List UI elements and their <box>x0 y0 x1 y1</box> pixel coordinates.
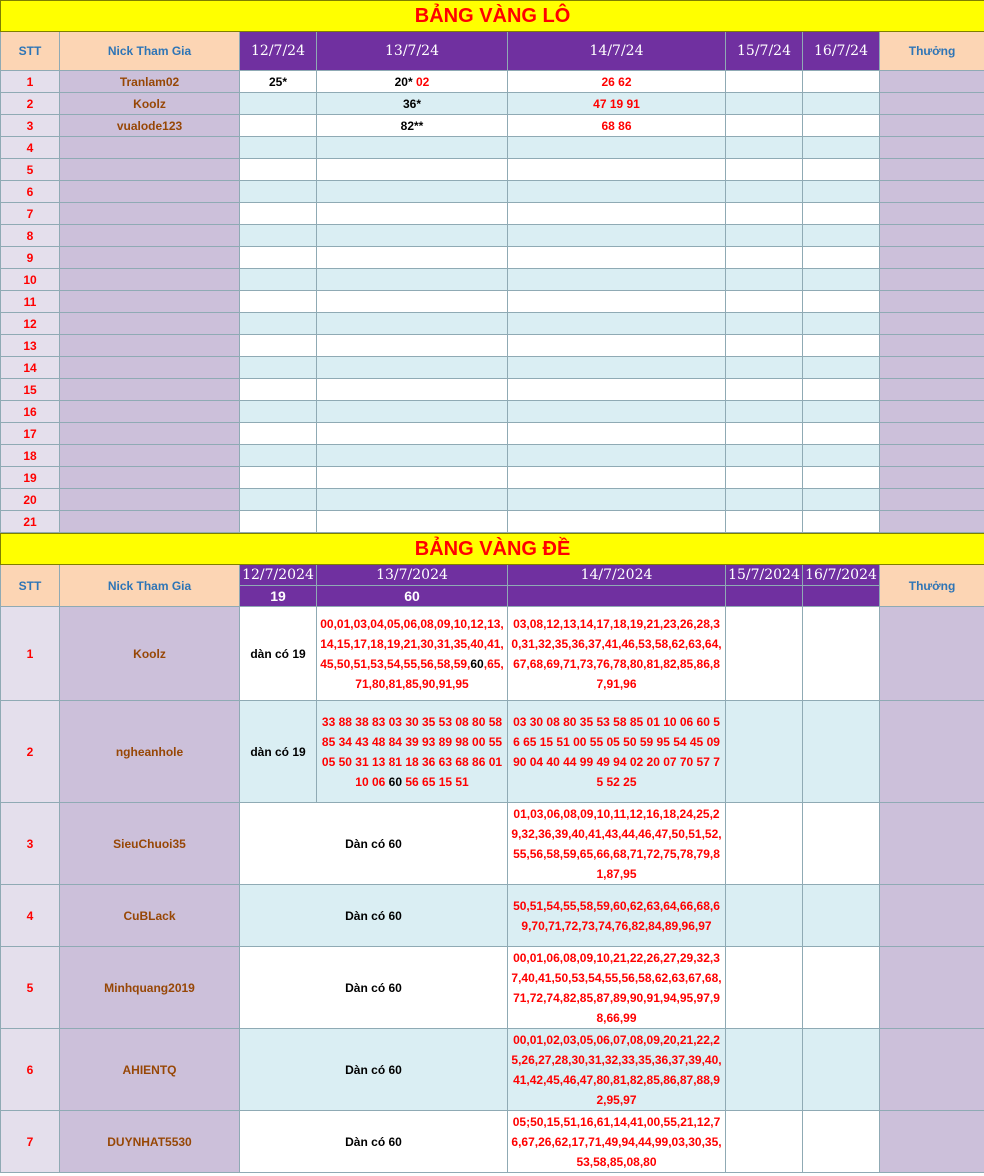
de-result-5 <box>803 586 880 607</box>
row-date-3 <box>508 379 726 401</box>
row-date-4 <box>726 115 803 137</box>
row-stt: 2 <box>1 701 60 803</box>
row-date-5 <box>803 159 880 181</box>
de-header-date-2: 13/7/2024 <box>317 565 508 586</box>
de-header-prize: Thưởng <box>880 565 984 607</box>
lo-title: BẢNG VÀNG LÔ <box>1 1 984 32</box>
row-prize <box>880 269 984 291</box>
row-date-2 <box>317 379 508 401</box>
row-nick <box>60 137 240 159</box>
row-date-1 <box>240 489 317 511</box>
row-stt: 3 <box>1 803 60 885</box>
row-prize <box>880 511 984 533</box>
table-row <box>1 313 984 335</box>
row-date-3: 03 30 08 80 35 53 58 85 01 10 06 60 56 65 15 51 00 55 05 50 59 95 54 45 09 90 04 40 44 99 49 94 02 20 07 70 57 75 52 25 <box>508 701 726 803</box>
row-date-2-post: ,65,71,80,81,85,90,91,95 <box>355 656 504 691</box>
table-row <box>1 181 984 203</box>
table-row <box>1 511 984 533</box>
row-nick: Minhquang2019 <box>60 947 240 1029</box>
row-stt: 6 <box>1 181 60 203</box>
row-prize <box>880 313 984 335</box>
row-date-1 <box>240 445 317 467</box>
row-stt: 7 <box>1 1111 60 1173</box>
row-stt: 20 <box>1 489 60 511</box>
table-row <box>1 115 984 137</box>
row-date-5 <box>803 803 880 885</box>
row-prize <box>880 467 984 489</box>
row-stt: 13 <box>1 335 60 357</box>
row-stt: 9 <box>1 247 60 269</box>
row-date-1 <box>240 291 317 313</box>
row-date-5 <box>803 225 880 247</box>
row-date-3 <box>508 313 726 335</box>
de-table <box>0 533 984 1173</box>
row-date-3: 68 86 <box>508 115 726 137</box>
row-date-4 <box>726 401 803 423</box>
row-date-1-2-merged: Dàn có 60 <box>240 1111 508 1173</box>
row-stt: 1 <box>1 607 60 701</box>
row-prize <box>880 159 984 181</box>
row-nick <box>60 269 240 291</box>
de-header-date-1: 12/7/2024 <box>240 565 317 586</box>
row-date-3 <box>508 423 726 445</box>
table-row <box>1 947 984 1029</box>
row-stt: 5 <box>1 947 60 1029</box>
row-nick <box>60 313 240 335</box>
row-nick: Koolz <box>60 93 240 115</box>
table-row <box>1 467 984 489</box>
row-date-1 <box>240 181 317 203</box>
row-date-4 <box>726 379 803 401</box>
row-stt: 4 <box>1 885 60 947</box>
row-nick <box>60 291 240 313</box>
row-date-4 <box>726 885 803 947</box>
row-date-3 <box>508 445 726 467</box>
de-header-stt: STT <box>1 565 60 607</box>
row-date-3 <box>508 335 726 357</box>
table-row <box>1 225 984 247</box>
row-date-4 <box>726 701 803 803</box>
row-date-2-hit: 60 <box>470 656 484 671</box>
row-date-4 <box>726 947 803 1029</box>
row-date-3: 50,51,54,55,58,59,60,62,63,64,66,68,69,70,71,72,73,74,76,82,84,89,96,97 <box>508 885 726 947</box>
row-nick <box>60 225 240 247</box>
row-date-5 <box>803 1111 880 1173</box>
row-date-5 <box>803 489 880 511</box>
row-nick <box>60 401 240 423</box>
row-date-2 <box>317 115 508 137</box>
row-date-4 <box>726 247 803 269</box>
row-date-3: 05;50,15,51,16,61,14,41,00,55,21,12,76,67,26,62,17,71,49,94,44,99,03,30,35,53,58,85,08,80 <box>508 1111 726 1173</box>
row-date-1 <box>240 137 317 159</box>
row-date-4 <box>726 423 803 445</box>
row-date-2-pre: 33 88 38 83 03 30 35 53 08 80 58 85 34 43 48 84 39 93 89 98 00 55 05 50 31 13 81 18 36 63 68 86 01 10 06 <box>321 714 503 789</box>
table-row <box>1 357 984 379</box>
row-date-2 <box>317 93 508 115</box>
row-date-5 <box>803 511 880 533</box>
row-nick <box>60 247 240 269</box>
lo-header-date-1: 12/7/24 <box>240 32 317 71</box>
row-date-5 <box>803 701 880 803</box>
row-stt: 11 <box>1 291 60 313</box>
row-date-1 <box>240 247 317 269</box>
table-row <box>1 159 984 181</box>
table-row <box>1 247 984 269</box>
table-row <box>1 401 984 423</box>
row-date-4 <box>726 1029 803 1111</box>
table-row <box>1 269 984 291</box>
row-date-4 <box>726 71 803 93</box>
row-date-1 <box>240 269 317 291</box>
row-date-2 <box>317 701 508 803</box>
row-prize <box>880 607 984 701</box>
row-date-2 <box>317 489 508 511</box>
row-stt: 14 <box>1 357 60 379</box>
row-nick <box>60 445 240 467</box>
row-date-5 <box>803 947 880 1029</box>
row-nick <box>60 379 240 401</box>
row-nick <box>60 511 240 533</box>
row-date-3: 01,03,06,08,09,10,11,12,16,18,24,25,29,32,36,39,40,41,43,44,46,47,50,51,52,55,56,58,59,65,66,68,71,72,75,78,79,81,87,95 <box>508 803 726 885</box>
row-date-2 <box>317 313 508 335</box>
row-date-3 <box>508 247 726 269</box>
table-row <box>1 445 984 467</box>
row-date-4 <box>726 489 803 511</box>
row-date-1 <box>240 379 317 401</box>
row-date-4 <box>726 313 803 335</box>
row-stt: 12 <box>1 313 60 335</box>
de-header-date-5: 16/7/2024 <box>803 565 880 586</box>
row-date-3: 03,08,12,13,14,17,18,19,21,23,26,28,30,31,32,35,36,37,41,46,53,58,62,63,64,67,68,69,71,73,76,78,80,81,82,85,86,87,91,96 <box>508 607 726 701</box>
row-date-1-2-merged: Dàn có 60 <box>240 1029 508 1111</box>
row-date-4 <box>726 225 803 247</box>
row-date-1 <box>240 335 317 357</box>
row-date-2-pre: 00,01,03,04,05,06,08,09,10,12,13,14,15,17,18,19,21,30,31,35,40,41,45,50,51,53,54,55,56,58,59, <box>320 616 504 671</box>
row-stt: 3 <box>1 115 60 137</box>
de-title: BẢNG VÀNG ĐỀ <box>1 534 984 565</box>
row-date-1 <box>240 225 317 247</box>
row-date-5 <box>803 445 880 467</box>
row-date-1 <box>240 357 317 379</box>
row-date-4 <box>726 511 803 533</box>
lo-header-nick: Nick Tham Gia <box>60 32 240 71</box>
de-rows <box>1 607 984 1173</box>
row-stt: 2 <box>1 93 60 115</box>
row-date-2 <box>317 357 508 379</box>
row-nick <box>60 467 240 489</box>
row-date-2 <box>317 467 508 489</box>
row-date-4 <box>726 803 803 885</box>
table-row <box>1 203 984 225</box>
row-nick <box>60 357 240 379</box>
table-row <box>1 423 984 445</box>
row-prize <box>880 247 984 269</box>
lo-header-date-5: 16/7/24 <box>803 32 880 71</box>
row-date-5 <box>803 467 880 489</box>
row-date-5 <box>803 885 880 947</box>
row-date-2 <box>317 203 508 225</box>
row-stt: 15 <box>1 379 60 401</box>
row-date-5 <box>803 203 880 225</box>
row-date-2 <box>317 445 508 467</box>
row-date-4 <box>726 93 803 115</box>
row-date-5 <box>803 291 880 313</box>
row-stt: 10 <box>1 269 60 291</box>
lo-header-date-2: 13/7/24 <box>317 32 508 71</box>
row-stt: 4 <box>1 137 60 159</box>
row-date-3 <box>508 357 726 379</box>
row-date-4 <box>726 445 803 467</box>
row-prize <box>880 291 984 313</box>
row-date-1: dàn có 19 <box>240 701 317 803</box>
row-date-1 <box>240 401 317 423</box>
row-date-2 <box>317 401 508 423</box>
row-nick: Koolz <box>60 607 240 701</box>
row-prize <box>880 1111 984 1173</box>
row-date-2 <box>317 159 508 181</box>
row-date-2-pick: 36* <box>402 96 422 111</box>
row-date-3 <box>508 203 726 225</box>
row-prize <box>880 137 984 159</box>
row-prize <box>880 71 984 93</box>
de-header-date-4: 15/7/2024 <box>726 565 803 586</box>
row-nick <box>60 159 240 181</box>
lo-header-prize: Thưởng <box>880 32 984 71</box>
row-date-1 <box>240 115 317 137</box>
de-result-4 <box>726 586 803 607</box>
row-date-4 <box>726 357 803 379</box>
row-date-5 <box>803 71 880 93</box>
row-date-4 <box>726 1111 803 1173</box>
row-stt: 1 <box>1 71 60 93</box>
lo-header-date-4: 15/7/24 <box>726 32 803 71</box>
row-nick: SieuChuoi35 <box>60 803 240 885</box>
row-prize <box>880 225 984 247</box>
row-date-3: 00,01,06,08,09,10,21,22,26,27,29,32,37,40,41,50,53,54,55,56,58,62,63,67,68,71,72,74,82,85,87,89,90,91,94,95,97,98,66,99 <box>508 947 726 1029</box>
row-date-2 <box>317 423 508 445</box>
row-date-3 <box>508 159 726 181</box>
row-nick: DUYNHAT5530 <box>60 1111 240 1173</box>
row-date-4 <box>726 159 803 181</box>
row-date-5 <box>803 269 880 291</box>
table-row <box>1 1111 984 1173</box>
row-date-1-2-merged: Dàn có 60 <box>240 947 508 1029</box>
row-date-1 <box>240 313 317 335</box>
de-result-2: 60 <box>317 586 508 607</box>
row-nick: Tranlam02 <box>60 71 240 93</box>
row-prize <box>880 803 984 885</box>
table-row <box>1 291 984 313</box>
de-header-date-3: 14/7/2024 <box>508 565 726 586</box>
row-date-1 <box>240 511 317 533</box>
row-prize <box>880 1029 984 1111</box>
table-row <box>1 137 984 159</box>
row-date-1 <box>240 467 317 489</box>
lo-header-stt: STT <box>1 32 60 71</box>
table-row <box>1 607 984 701</box>
row-date-5 <box>803 115 880 137</box>
row-date-3 <box>508 137 726 159</box>
lo-header-date-3: 14/7/24 <box>508 32 726 71</box>
row-date-2-post: 56 65 15 51 <box>402 774 469 789</box>
row-prize <box>880 489 984 511</box>
table-row <box>1 379 984 401</box>
row-date-5 <box>803 313 880 335</box>
row-date-2-pick: 20* <box>394 74 413 89</box>
table-row <box>1 335 984 357</box>
row-stt: 21 <box>1 511 60 533</box>
table-row <box>1 1029 984 1111</box>
row-stt: 8 <box>1 225 60 247</box>
row-date-1 <box>240 93 317 115</box>
row-date-1-2-merged: Dàn có 60 <box>240 803 508 885</box>
row-date-5 <box>803 1029 880 1111</box>
row-stt: 6 <box>1 1029 60 1111</box>
row-date-4 <box>726 181 803 203</box>
row-prize <box>880 401 984 423</box>
row-prize <box>880 445 984 467</box>
row-nick: vualode123 <box>60 115 240 137</box>
row-date-4 <box>726 203 803 225</box>
row-nick <box>60 181 240 203</box>
table-row <box>1 93 984 115</box>
row-date-5 <box>803 247 880 269</box>
de-header-nick: Nick Tham Gia <box>60 565 240 607</box>
row-nick: CuBLack <box>60 885 240 947</box>
row-date-1: 25* <box>240 71 317 93</box>
row-date-2 <box>317 225 508 247</box>
de-result-3 <box>508 586 726 607</box>
row-prize <box>880 115 984 137</box>
row-date-2 <box>317 607 508 701</box>
row-prize <box>880 335 984 357</box>
row-nick <box>60 203 240 225</box>
row-date-2 <box>317 181 508 203</box>
row-nick <box>60 335 240 357</box>
row-date-5 <box>803 357 880 379</box>
row-prize <box>880 423 984 445</box>
row-date-3: 26 62 <box>508 71 726 93</box>
row-date-2-pick: 82** <box>400 118 424 133</box>
row-date-5 <box>803 335 880 357</box>
row-prize <box>880 379 984 401</box>
row-nick <box>60 423 240 445</box>
row-date-1 <box>240 203 317 225</box>
row-date-1-2-merged: Dàn có 60 <box>240 885 508 947</box>
table-row <box>1 489 984 511</box>
row-date-5 <box>803 137 880 159</box>
row-date-4 <box>726 335 803 357</box>
de-result-1: 19 <box>240 586 317 607</box>
table-row <box>1 885 984 947</box>
row-prize <box>880 203 984 225</box>
row-date-2 <box>317 71 508 93</box>
row-date-2-hit: 60 <box>388 774 402 789</box>
lo-rows <box>1 71 984 533</box>
row-date-3: 00,01,02,03,05,06,07,08,09,20,21,22,25,26,27,28,30,31,32,33,35,36,37,39,40,41,42,45,46,47,80,81,82,85,86,87,88,92,95,97 <box>508 1029 726 1111</box>
row-date-5 <box>803 181 880 203</box>
row-date-3 <box>508 467 726 489</box>
row-prize <box>880 357 984 379</box>
row-nick: AHIENTQ <box>60 1029 240 1111</box>
row-date-4 <box>726 607 803 701</box>
row-date-3 <box>508 181 726 203</box>
row-date-3 <box>508 291 726 313</box>
row-date-1: dàn có 19 <box>240 607 317 701</box>
row-stt: 18 <box>1 445 60 467</box>
row-date-5 <box>803 379 880 401</box>
row-date-3 <box>508 489 726 511</box>
row-stt: 7 <box>1 203 60 225</box>
row-date-3 <box>508 511 726 533</box>
row-date-3 <box>508 401 726 423</box>
row-date-4 <box>726 137 803 159</box>
row-date-2 <box>317 269 508 291</box>
row-date-2 <box>317 137 508 159</box>
row-date-2-extra: 02 <box>416 74 430 89</box>
row-prize <box>880 701 984 803</box>
row-date-4 <box>726 269 803 291</box>
row-date-2 <box>317 335 508 357</box>
lo-table <box>0 0 984 533</box>
table-row <box>1 701 984 803</box>
row-date-4 <box>726 291 803 313</box>
row-date-5 <box>803 401 880 423</box>
row-date-3: 47 19 91 <box>508 93 726 115</box>
row-stt: 16 <box>1 401 60 423</box>
row-prize <box>880 885 984 947</box>
table-row <box>1 803 984 885</box>
row-stt: 19 <box>1 467 60 489</box>
row-date-5 <box>803 93 880 115</box>
row-date-1 <box>240 423 317 445</box>
row-stt: 5 <box>1 159 60 181</box>
row-date-5 <box>803 607 880 701</box>
row-date-4 <box>726 467 803 489</box>
row-date-1 <box>240 159 317 181</box>
row-prize <box>880 181 984 203</box>
row-date-2 <box>317 247 508 269</box>
row-date-3 <box>508 225 726 247</box>
row-date-5 <box>803 423 880 445</box>
row-date-3 <box>508 269 726 291</box>
row-prize <box>880 93 984 115</box>
row-date-2 <box>317 291 508 313</box>
row-stt: 17 <box>1 423 60 445</box>
row-prize <box>880 947 984 1029</box>
table-row <box>1 71 984 93</box>
row-nick <box>60 489 240 511</box>
row-date-2 <box>317 511 508 533</box>
row-nick: ngheanhole <box>60 701 240 803</box>
